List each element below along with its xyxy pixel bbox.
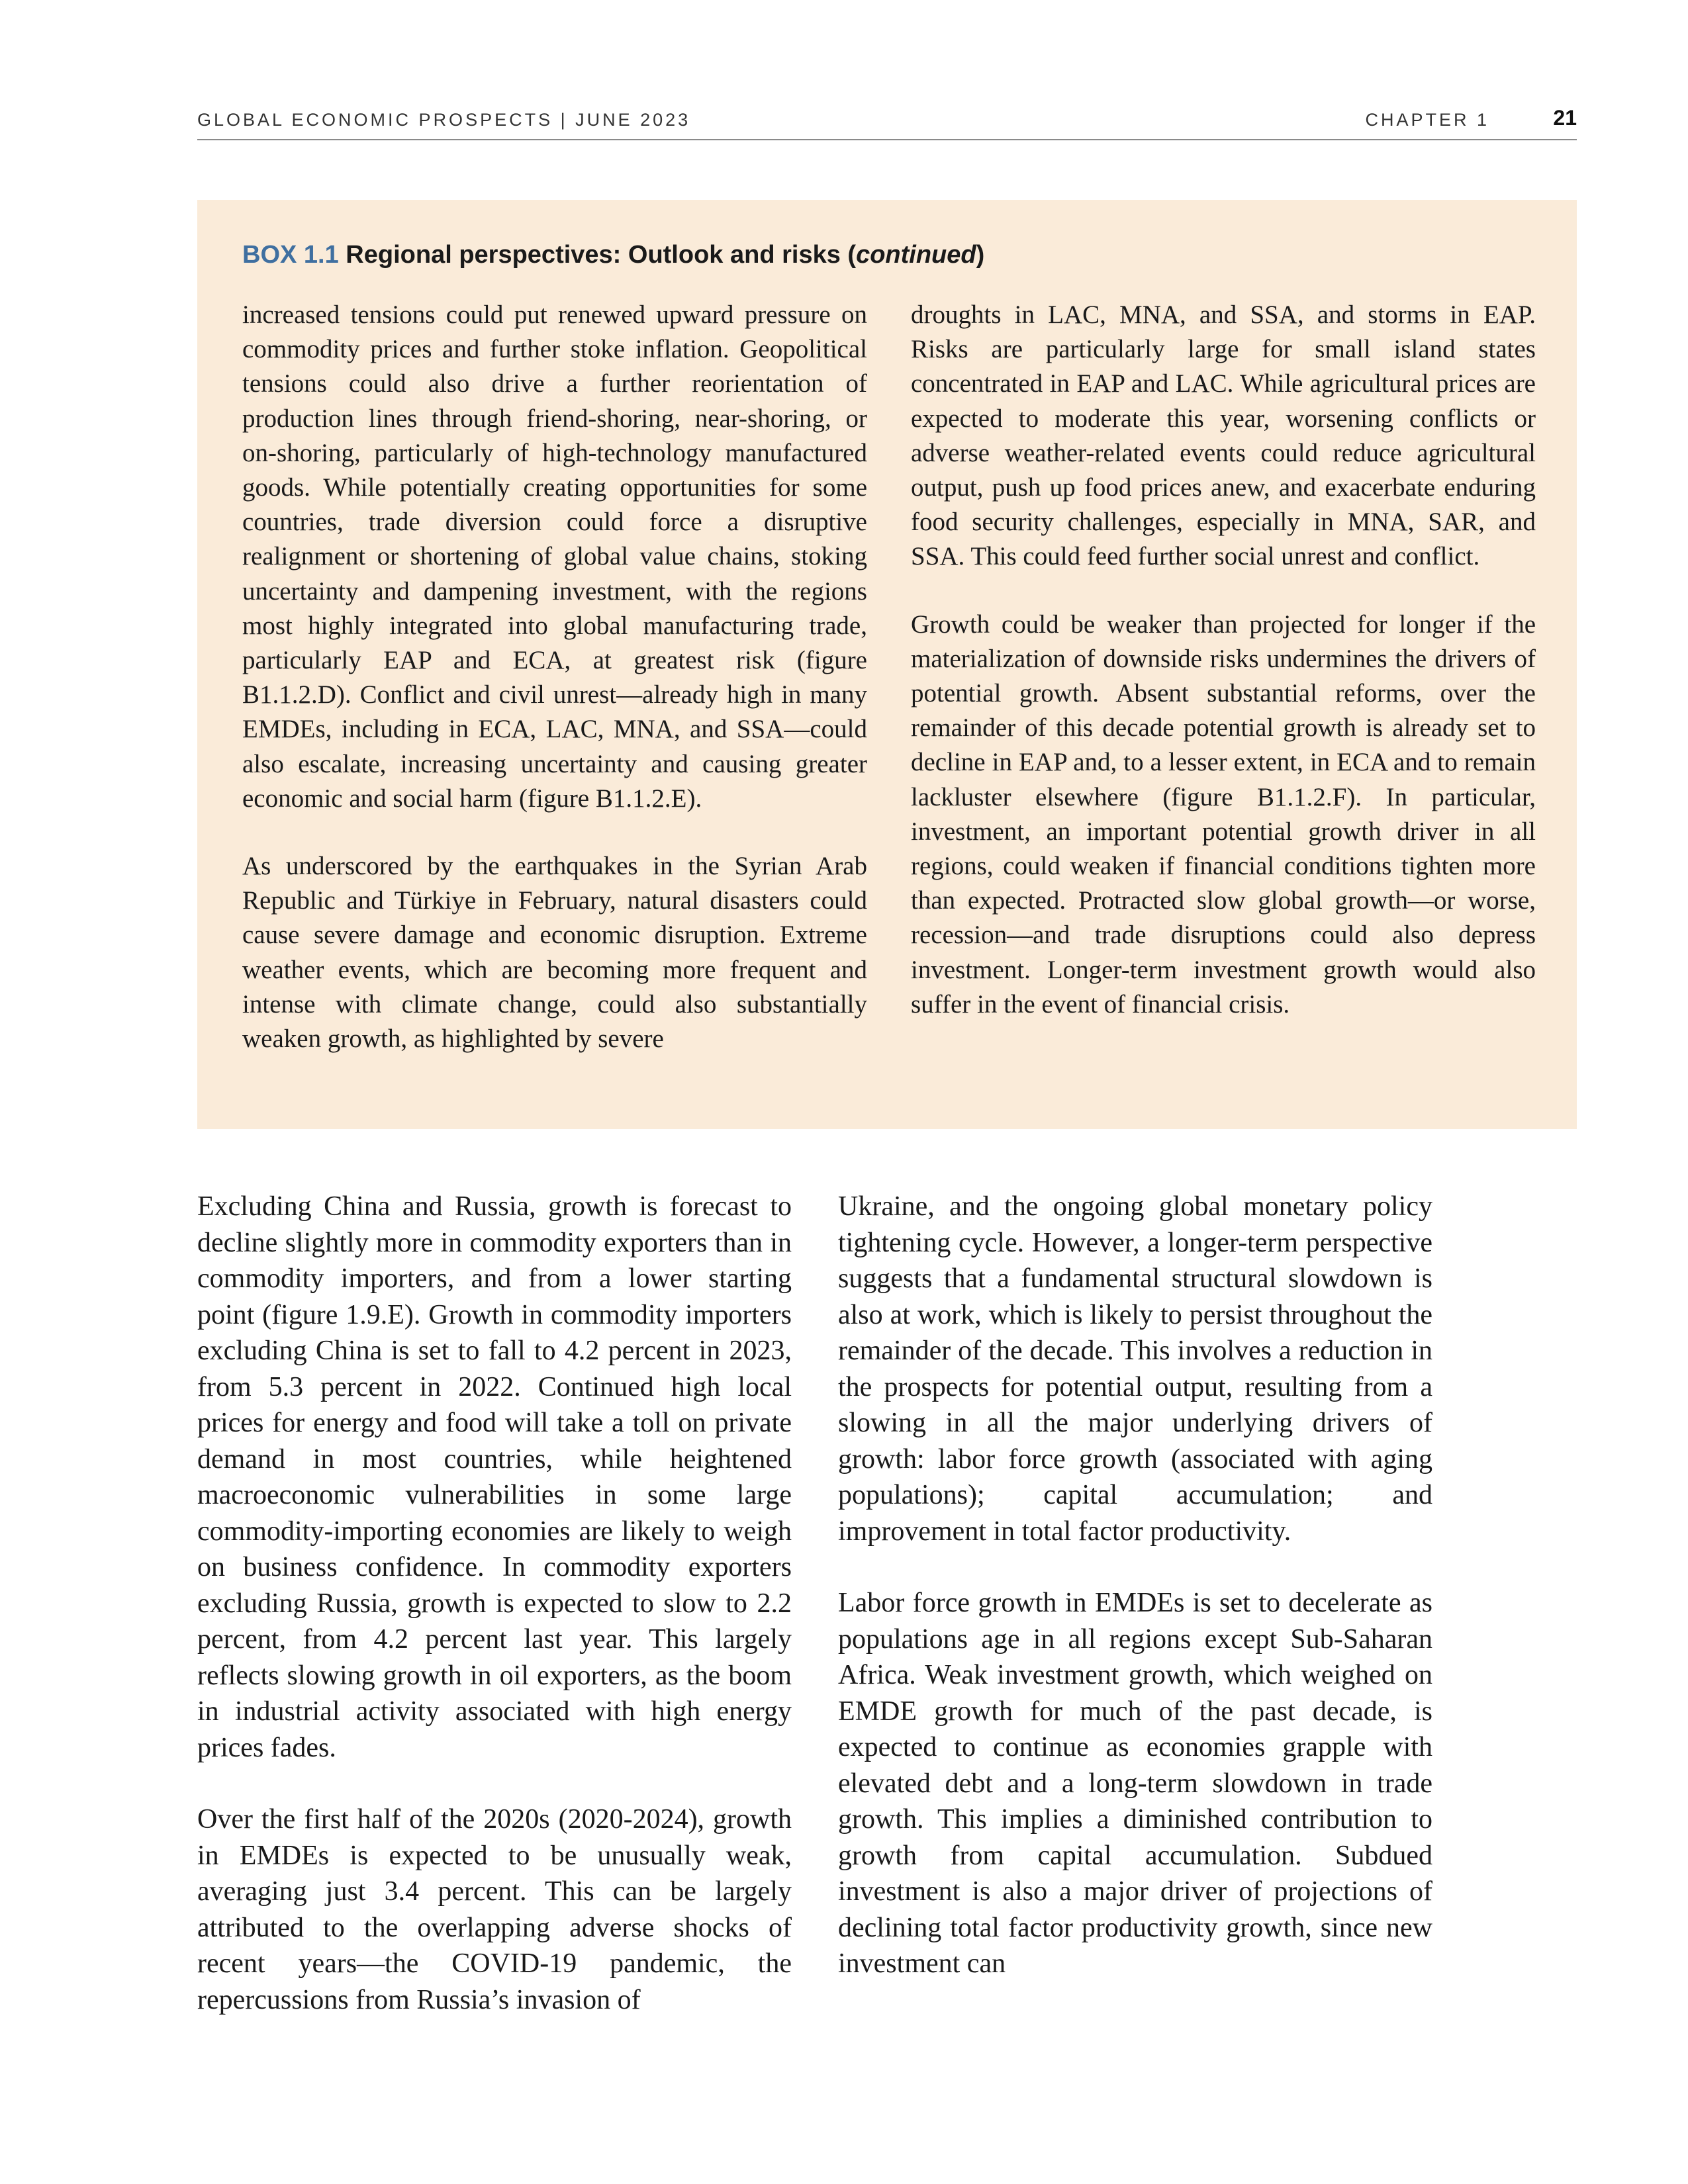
running-header bbox=[197, 106, 1577, 140]
box-title-text: Regional perspectives: Outlook and risks ( bbox=[346, 241, 857, 269]
box-paragraph: Growth could be weaker than projected for longer if the materialization of downside risks undermines the drivers of potential growth. Absent substantial reforms, over the remainder of this decade potential growth is already set to decline in EAP and, to a lesser extent, in ECA and to remain lackluster elsewhere (figure B1.1.2.F). In particular, investment, an important potential growth driver in all regions, could weaken if financial conditions tighten more than expected. Protracted slow global growth—or worse, recession—and trade disruptions could also depress investment. Longer-term investment growth would also suffer in the event of financial crisis. bbox=[911, 610, 1536, 1019]
page-number: 21 bbox=[1553, 106, 1577, 130]
box-paragraph: As underscored by the earthquakes in the Syrian Arab Republic and Türkiye in February, natural disasters could cause severe damage and economic disruption. Extreme weather events, which are becoming more frequent and intense with climate change, could also substantially weaken growth, as highlighted by severe bbox=[242, 852, 867, 1054]
body-right-column bbox=[838, 1189, 1432, 2018]
box-left-column bbox=[242, 298, 867, 1089]
body-paragraph: Over the first half of the 2020s (2020-2024), growth in EMDEs is expected to be unusually weak, averaging just 3.4 percent. This can be largely attributed to the overlapping adverse shocks of recent years—the COVID-19 pandemic, the repercussions from Russia’s invasion of bbox=[197, 1804, 792, 2015]
publication-title: GLOBAL ECONOMIC PROSPECTS | JUNE 2023 bbox=[197, 110, 691, 130]
body-paragraph: Labor force growth in EMDEs is set to decelerate as populations age in all regions except Sub-Saharan Africa. Weak investment growth, which weighed on EMDE growth for much of the past decade, is expected to continue as economies grapple with elevated debt and a long-term slowdown in trade growth. This implies a diminished contribution to growth from capital accumulation. Subdued investment is also a major driver of projections of declining total factor productivity growth, since new investment can bbox=[838, 1588, 1432, 1979]
box-title-continued: continued bbox=[856, 241, 976, 269]
box-paragraph: droughts in LAC, MNA, and SSA, and storms in EAP. Risks are particularly large for small island states concentrated in EAP and LAC. While agricultural prices are expected to moderate this year, worsening conflicts or adverse weather-related events could reduce agricultural output, push up food prices anew, and exacerbate enduring food security challenges, especially in MNA, SAR, and SSA. This could feed further social unrest and conflict. bbox=[911, 300, 1536, 571]
chapter-label: CHAPTER 1 bbox=[1365, 110, 1489, 130]
body-paragraph: Excluding China and Russia, growth is forecast to decline slightly more in commodity exporters than in commodity importers, and from a lower starting point (figure 1.9.E). Growth in commodity importers excluding China is set to fall to 4.2 percent in 2023, from 5.3 percent in 2022. Continued high local prices for energy and food will take a toll on private demand in most countries, while heightened macroeconomic vulnerabilities in some large commodity-importing economies are likely to weigh on business confidence. In commodity exporters excluding Russia, growth is expected to slow to 2.2 percent, from 4.2 percent last year. This largely reflects slowing growth in oil exporters, as the boom in industrial activity associated with high energy prices fades. bbox=[197, 1191, 792, 1763]
body-paragraph: Ukraine, and the ongoing global monetary policy tightening cycle. However, a longer-term perspective suggests that a fundamental structural slowdown is also at work, which is likely to persist throughout the remainder of the decade. This involves a reduction in the prospects for potential output, resulting from a slowing in all the major underlying drivers of growth: labor force growth (associated with aging populations); capital accumulation; and improvement in total factor productivity. bbox=[838, 1191, 1432, 1547]
body-left-column bbox=[197, 1189, 792, 2054]
box-title bbox=[242, 241, 984, 269]
box-1-1 bbox=[197, 200, 1577, 1129]
box-right-column bbox=[911, 298, 1536, 1055]
box-title-close: ) bbox=[976, 241, 985, 269]
box-paragraph: increased tensions could put renewed upward pressure on commodity prices and further stoke inflation. Geopolitical tensions could also drive a further reorientation of production lines through friend-shoring, near-shoring, or on-shoring, particularly of high-technology manufactured goods. While potentially creating opportunities for some countries, trade diversion could force a disruptive realignment or shortening of global value chains, stoking uncertainty and dampening investment, with the regions most highly integrated into global manufacturing trade, particularly EAP and ECA, at greatest risk (figure B1.1.2.D). Conflict and civil unrest—already high in many EMDEs, including in ECA, LAC, MNA, and SSA—could also escalate, increasing uncertainty and causing greater economic and social harm (figure B1.1.2.E). bbox=[242, 300, 867, 813]
box-label: BOX 1.1 bbox=[242, 241, 339, 269]
